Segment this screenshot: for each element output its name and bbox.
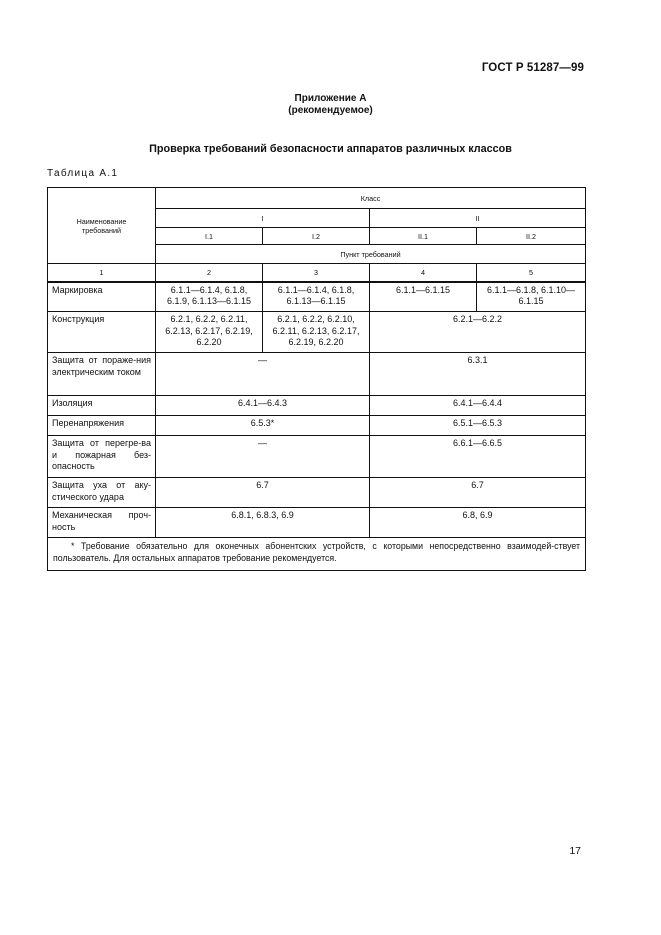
table-footnote-row [48, 538, 586, 571]
table-row [48, 508, 586, 538]
clause-cell: 6.2.1, 6.2.2, 6.2.11, 6.2.13, 6.2.17, 6.2.19, 6.2.20 [156, 312, 263, 353]
requirement-name: Маркировка [48, 282, 156, 312]
header-subclass-ii1: II.1 [370, 228, 477, 245]
clause-cell: 6.5.1—6.5.3 [370, 416, 586, 436]
header-requirement-name: Наименование требований [48, 188, 156, 264]
header-subclass-i2: I.2 [263, 228, 370, 245]
header-subclass-i1: I.1 [156, 228, 263, 245]
header-clause: Пункт требований [156, 245, 586, 264]
clause-cell: 6.1.1—6.1.4, 6.1.8, 6.1.13—6.1.15 [263, 282, 370, 312]
table-row [48, 478, 586, 508]
clause-cell: 6.7 [156, 478, 370, 508]
clause-cell: 6.4.1—6.4.4 [370, 396, 586, 416]
clause-cell: 6.8.1, 6.8.3, 6.9 [156, 508, 370, 538]
clause-cell: 6.1.1—6.1.15 [370, 282, 477, 312]
clause-cell: — [156, 436, 370, 478]
requirement-name: Конструкция [48, 312, 156, 353]
appendix-subtitle: (рекомендуемое) [288, 105, 373, 116]
section-title: Проверка требований безопасности аппаратов различных классов [149, 143, 512, 155]
page-number: 17 [569, 845, 581, 857]
requirements-table [47, 187, 586, 571]
table-label: Таблица А.1 [47, 168, 119, 179]
standard-code: ГОСТ Р 51287—99 [481, 62, 584, 74]
requirement-name: Защита уха от аку-стического удара [48, 478, 156, 508]
clause-cell: 6.5.3* [156, 416, 370, 436]
table-row [48, 312, 586, 353]
requirement-name: Защита от пораже-ния электрическим током [48, 353, 156, 396]
requirement-name: Механическая проч-ность [48, 508, 156, 538]
header-class-i: I [156, 209, 370, 228]
header-class-ii: II [370, 209, 586, 228]
table-footnote: * Требование обязательно для оконечных абонентских устройств, с которыми непосредственно взаимодей-ствует пользователь. Для остальных аппаратов требование рекомендуется. [48, 538, 586, 571]
clause-cell: 6.6.1—6.6.5 [370, 436, 586, 478]
requirement-name: Изоляция [48, 396, 156, 416]
clause-cell: 6.7 [370, 478, 586, 508]
table-row [48, 436, 586, 478]
clause-cell: — [156, 353, 370, 396]
table-row [48, 353, 586, 396]
column-number: 1 [48, 264, 156, 282]
clause-cell: 6.1.1—6.1.4, 6.1.8, 6.1.9, 6.1.13—6.1.15 [156, 282, 263, 312]
clause-cell: 6.8, 6.9 [370, 508, 586, 538]
table-row [48, 282, 586, 312]
clause-cell: 6.4.1—6.4.3 [156, 396, 370, 416]
table-row [48, 416, 586, 436]
appendix-title: Приложение А [294, 93, 367, 104]
clause-cell: 6.2.1—6.2.2 [370, 312, 586, 353]
header-subclass-ii2: II.2 [477, 228, 586, 245]
clause-cell: 6.3.1 [370, 353, 586, 396]
column-number: 2 [156, 264, 263, 282]
header-class: Класс [156, 188, 586, 209]
column-number: 5 [477, 264, 586, 282]
column-number: 4 [370, 264, 477, 282]
requirement-name: Защита от перегре-ва и пожарная без-опасность [48, 436, 156, 478]
clause-cell: 6.1.1—6.1.8, 6.1.10—6.1.15 [477, 282, 586, 312]
column-number: 3 [263, 264, 370, 282]
requirement-name: Перенапряжения [48, 416, 156, 436]
clause-cell: 6.2.1, 6.2.2, 6.2.10, 6.2.11, 6.2.13, 6.2.17, 6.2.19, 6.2.20 [263, 312, 370, 353]
table-row [48, 396, 586, 416]
